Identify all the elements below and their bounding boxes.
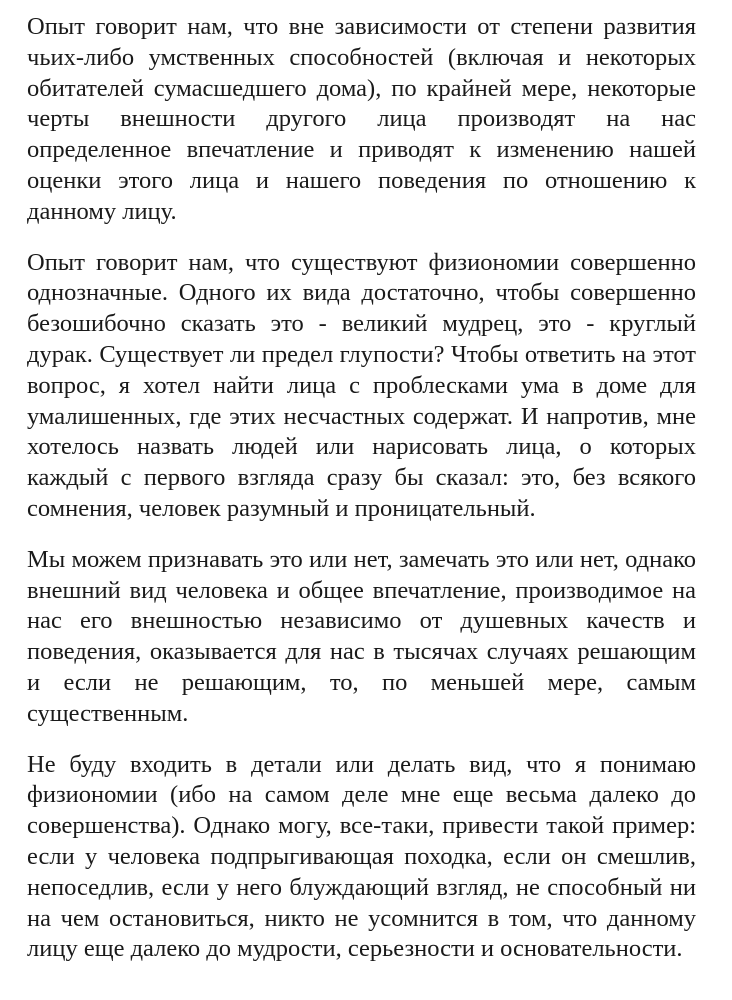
paragraph-1: Опыт говорит нам, что вне зависимости от степени развития чьих-либо умственных способностей (включая и некоторых обитателей сумасшедшего дома), по крайней мере, некоторые черты внешности другого лица производят на нас определенное впечатление и приводят к изменению нашей оценки этого лица и нашего поведения по отношению к данному лицу. bbox=[27, 13, 696, 225]
paragraph-2: Опыт говорит нам, что существуют физиономии совершенно однозначные. Одного их вида достаточно, чтобы совершенно безошибочно сказать это - великий мудрец, это - круглый дурак. Существует ли предел глупости? Чтобы ответить на этот вопрос, я хотел найти лица с проблесками ума в доме для умалишенных, где этих несчастных содержат. И напротив, мне хотелось назвать людей или нарисовать лица, о которых каждый с первого взгляда сразу бы сказал: это, без всякого сомнения, человек разумный и проницательный. bbox=[27, 248, 696, 522]
paragraph-3: Мы можем признавать это или нет, замечать это или нет, однако внешний вид человека и общее впечатление, производимое на нас его внешностью независимо от душевных качеств и поведения, оказывается для нас в тысячах случаях решающим и если не решающим, то, по меньшей мере, самым существенным. bbox=[27, 545, 696, 727]
paragraph-4: Не буду входить в детали или делать вид, что я понимаю физиономии (ибо на самом деле мне еще весьма далеко до совершенства). Однако могу, все-таки, привести такой пример: если у человека подпрыгивающая походка, если он смешлив, непоседлив, если у него блуждающий взгляд, не способный ни на чем остановиться, никто не усомнится в том, что данному лицу еще далеко до мудрости, серьезности и основательности. bbox=[27, 750, 696, 963]
